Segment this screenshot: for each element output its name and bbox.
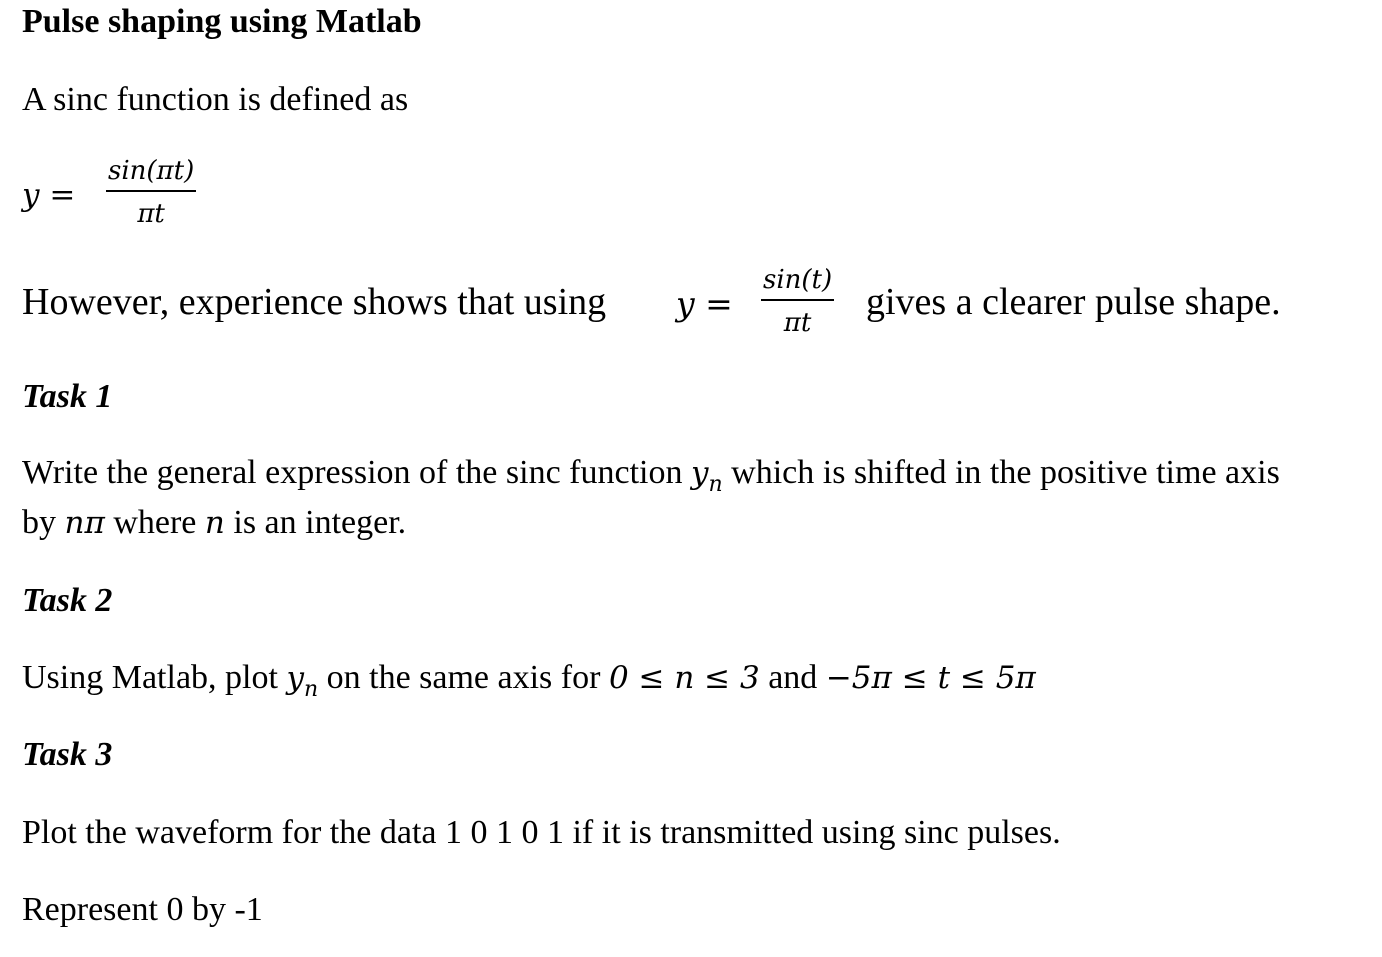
task1-heading: Task 1 — [22, 378, 113, 415]
equation-fraction — [106, 155, 196, 230]
task1-line1-suffix: which is shifted in the positive time axis — [731, 454, 1280, 491]
however-suffix: gives a clearer pulse shape. — [866, 281, 1281, 323]
task2-line — [22, 658, 1036, 702]
task1-line2-mid: where — [113, 504, 197, 541]
task3-line2: Represent 0 by -1 — [22, 891, 263, 928]
equation-lhs: y = — [22, 177, 76, 213]
task2-range-t: −5π ≤ t ≤ 5π — [825, 660, 1036, 696]
task1-line1 — [22, 453, 1280, 497]
however-lhs: y = — [676, 284, 733, 323]
task2-and: and — [768, 659, 818, 696]
task1-line2-suffix: is an integer. — [233, 504, 407, 541]
however-denominator: πt — [783, 308, 812, 338]
task3-heading: Task 3 — [22, 736, 113, 773]
task1-line2 — [22, 503, 406, 543]
task1-y-sub: n — [708, 472, 723, 497]
task2-mid: on the same axis for — [326, 659, 601, 696]
task3-line1: Plot the waveform for the data 1 0 1 0 1 if it is transmitted using sinc pulses. — [22, 814, 1061, 851]
intro-text: A sinc function is defined as — [22, 81, 409, 118]
task2-y-sub: n — [303, 677, 319, 702]
task2-prefix: Using Matlab, plot — [22, 659, 278, 696]
task2-range-n: 0 ≤ n ≤ 3 — [608, 660, 760, 696]
document-title: Pulse shaping using Matlab — [22, 3, 422, 40]
task1-line1-prefix: Write the general expression of the sinc function — [22, 454, 683, 491]
task1-npi: nπ — [64, 505, 105, 541]
task2-y-var: y — [286, 660, 304, 696]
task1-line2-prefix: by — [22, 504, 56, 541]
task1-n-var: n — [204, 505, 225, 541]
task2-heading: Task 2 — [22, 582, 113, 619]
equation-numerator: sin(πt) — [106, 155, 196, 192]
task1-y-var: y — [690, 455, 709, 491]
however-fraction — [761, 264, 834, 339]
equation-denominator: πt — [137, 199, 165, 229]
however-numerator: sin(t) — [761, 264, 834, 301]
however-prefix: However, experience shows that using — [22, 281, 607, 323]
